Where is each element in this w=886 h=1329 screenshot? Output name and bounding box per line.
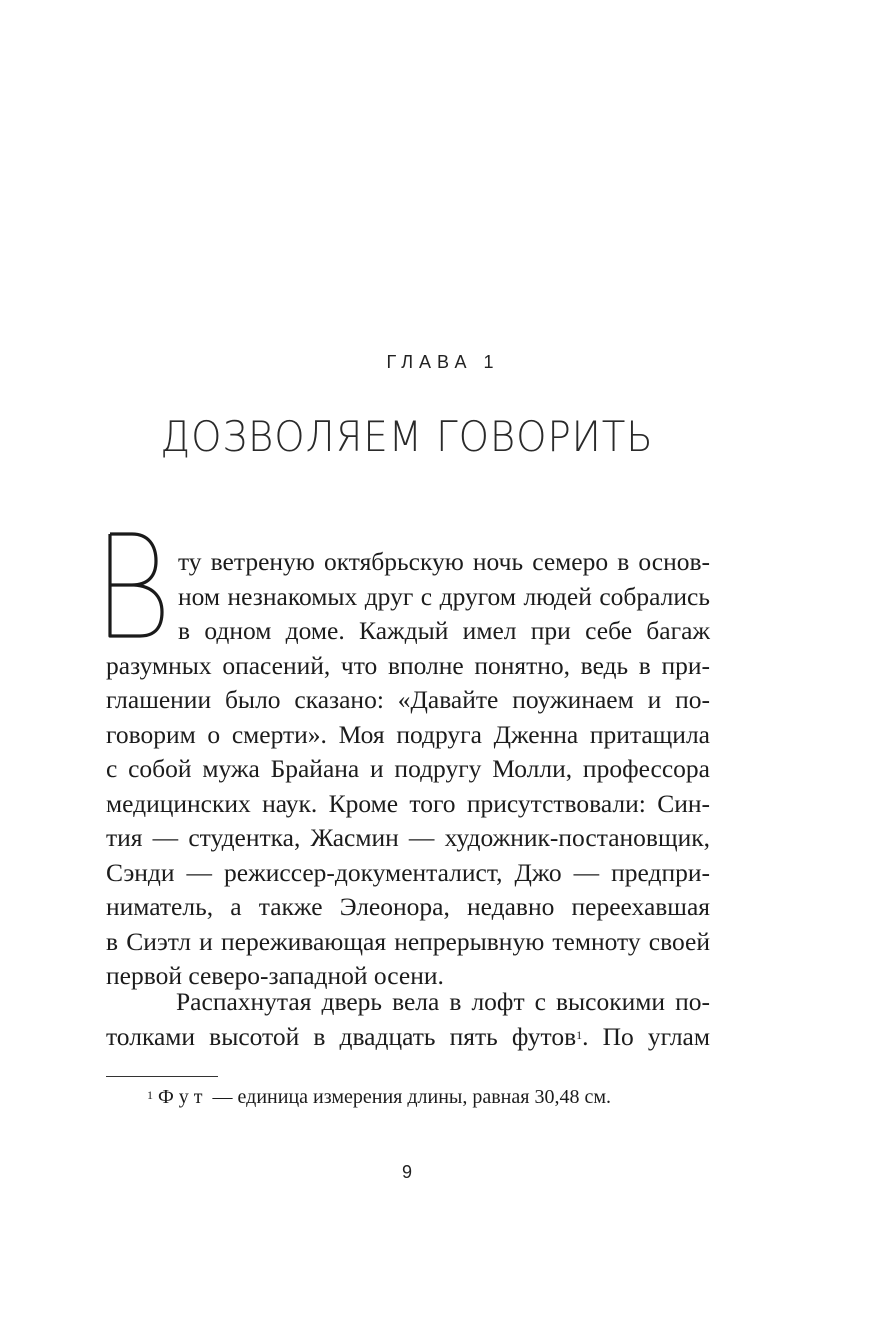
text-line: в Сиэтл и переживающая непрерывную темноту своей bbox=[106, 926, 710, 956]
text-line: глашении было сказано: «Давайте поужинаем и по- bbox=[106, 685, 710, 714]
text-line: в одном доме. Каждый имел при себе багаж bbox=[178, 616, 710, 645]
text-line: Сэнди — режиссер-документалист, Джо — предпри- bbox=[106, 857, 710, 887]
footnote-reference[interactable]: 1 bbox=[576, 1027, 583, 1042]
paragraph-1 bbox=[106, 545, 710, 994]
text-segment: . По углам bbox=[582, 1021, 710, 1051]
text-segment: толками высотой в двадцать пять футов bbox=[106, 1021, 577, 1051]
text-line: с собой мужа Брайана и подругу Молли, профессора bbox=[106, 754, 710, 783]
text-line: медицинских наук. Кроме того присутствовали: Син- bbox=[106, 788, 710, 818]
text-line bbox=[106, 1020, 710, 1055]
text-line: тия — студентка, Жасмин — художник-постановщик, bbox=[106, 823, 710, 852]
text-line: ту ветреную октябрьскую ночь семеро в основ- bbox=[178, 547, 710, 576]
footnote-text: — единица измерения длины, равная 30,48 см. bbox=[207, 1086, 611, 1108]
text-line: первой северо-западной осени. bbox=[106, 961, 444, 990]
footnote-divider bbox=[106, 1076, 218, 1077]
chapter-label: ГЛАВА 1 bbox=[386, 352, 500, 372]
footnote-term: Фут bbox=[158, 1086, 208, 1108]
footnote-mark: 1 bbox=[147, 1088, 153, 1102]
text-line: разумных опасений, что вполне понятно, ведь в при- bbox=[106, 650, 710, 680]
page-number: 9 bbox=[401, 1162, 412, 1182]
text-line: Распахнутая дверь вела в лофт с высокими по- bbox=[176, 987, 710, 1016]
chapter-title: ДОЗВОЛЯЕМ ГОВОРИТЬ bbox=[160, 412, 654, 461]
paragraph-2 bbox=[106, 985, 710, 1054]
text-line: говорим о смерти». Моя подруга Дженна притащила bbox=[106, 719, 710, 749]
text-line: ном незнакомых друг с другом людей собрались bbox=[178, 581, 710, 611]
footnote bbox=[147, 1083, 611, 1111]
text-line: ниматель, а также Элеонора, недавно переехавшая bbox=[106, 892, 710, 921]
